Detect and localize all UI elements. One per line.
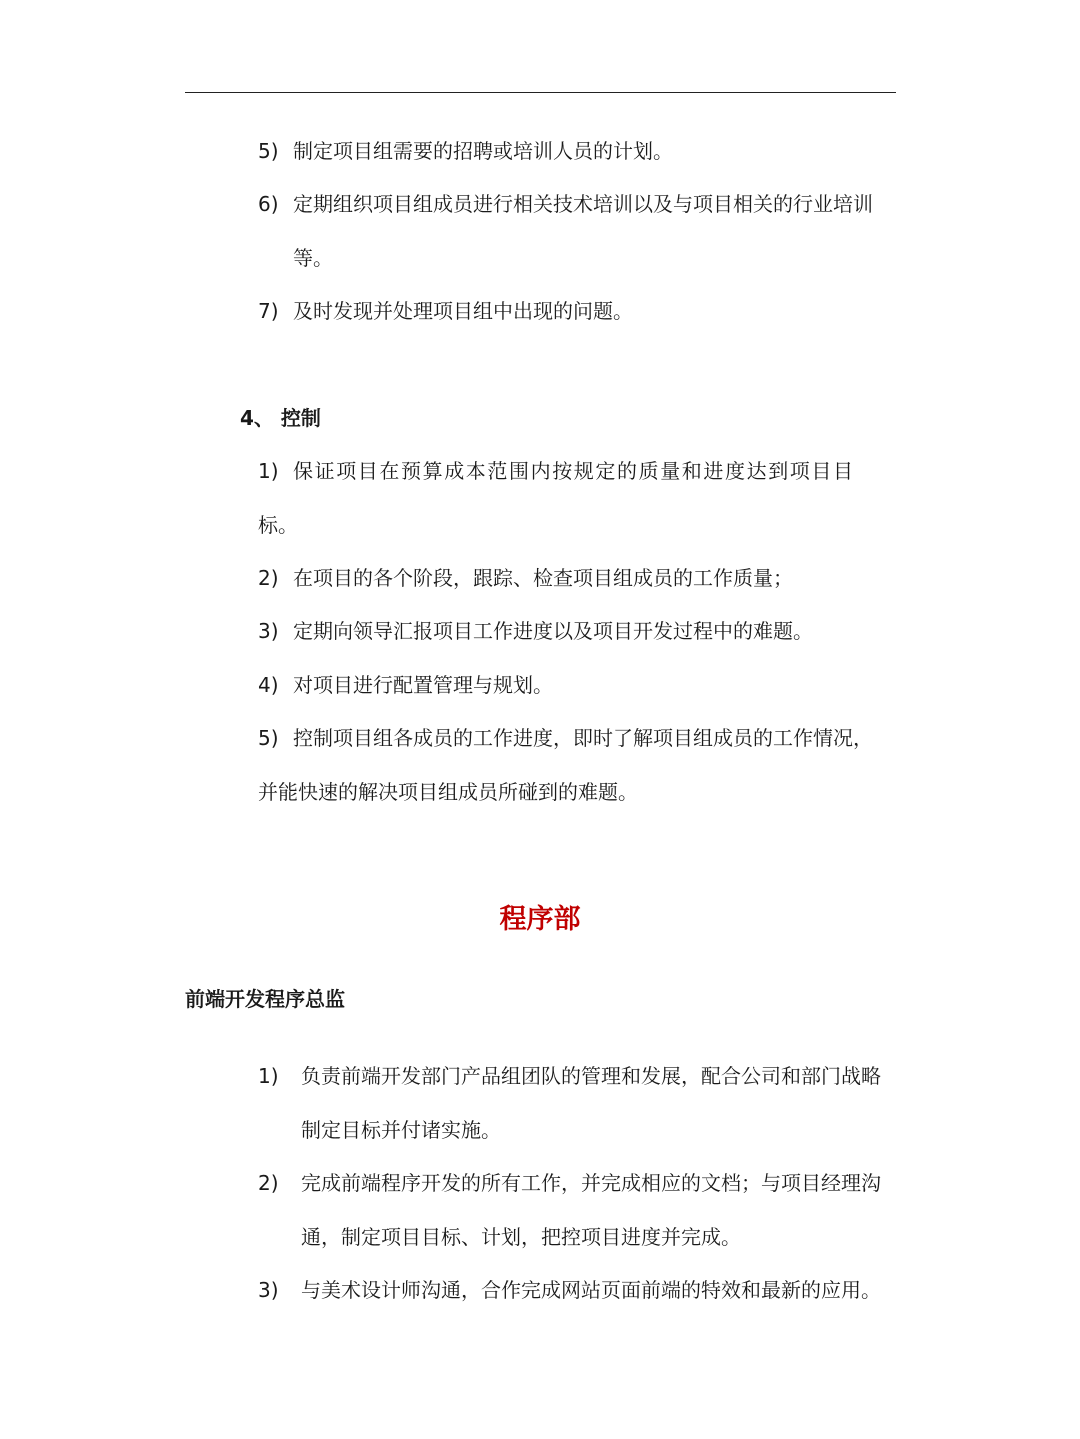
list-item-text-cont: 等。	[293, 246, 333, 270]
list-number: 3)	[258, 619, 279, 643]
list-item-text: 保证项目在预算成本范围内按规定的质量和进度达到项目目	[293, 459, 855, 483]
list-item-text-cont: 并能快速的解决项目组成员所碰到的难题。	[258, 780, 638, 804]
list-number: 1)	[258, 1064, 279, 1088]
department-title: 程序部	[499, 904, 581, 935]
list-item-text: 在项目的各个阶段，跟踪、检查项目组成员的工作质量；	[293, 566, 793, 590]
list-number: 2)	[258, 1171, 279, 1195]
list-number: 2)	[258, 566, 279, 590]
list-item-text: 定期组织项目组成员进行相关技术培训以及与项目相关的行业培训	[293, 192, 873, 216]
list-number: 6)	[258, 192, 279, 216]
list-item-text: 对项目进行配置管理与规划。	[293, 673, 553, 697]
list-item-text: 与美术设计师沟通，合作完成网站页面前端的特效和最新的应用。	[301, 1278, 881, 1302]
list-number: 4)	[258, 673, 279, 697]
list-item-text: 制定项目组需要的招聘或培训人员的计划。	[293, 139, 673, 163]
section-heading-control: 4、 控制	[240, 406, 321, 430]
list-item-text: 控制项目组各成员的工作进度，即时了解项目组成员的工作情况，	[293, 726, 873, 750]
list-item-text-cont: 标。	[258, 513, 298, 537]
list-number: 7)	[258, 299, 279, 323]
list-item-text: 定期向领导汇报项目工作进度以及项目开发过程中的难题。	[293, 619, 813, 643]
header-rule	[185, 92, 896, 93]
list-item-text: 完成前端程序开发的所有工作，并完成相应的文档；与项目经理沟	[301, 1171, 881, 1195]
list-number: 1)	[258, 459, 279, 483]
list-item-text-cont: 制定目标并付诸实施。	[301, 1118, 501, 1142]
list-number: 5)	[258, 139, 279, 163]
list-item-text: 及时发现并处理项目组中出现的问题。	[293, 299, 633, 323]
role-title: 前端开发程序总监	[185, 987, 345, 1011]
list-item-text: 负责前端开发部门产品组团队的管理和发展，配合公司和部门战略	[301, 1064, 881, 1088]
list-number: 3)	[258, 1278, 279, 1302]
list-item-text-cont: 通，制定项目目标、计划，把控项目进度并完成。	[301, 1225, 741, 1249]
list-number: 5)	[258, 726, 279, 750]
